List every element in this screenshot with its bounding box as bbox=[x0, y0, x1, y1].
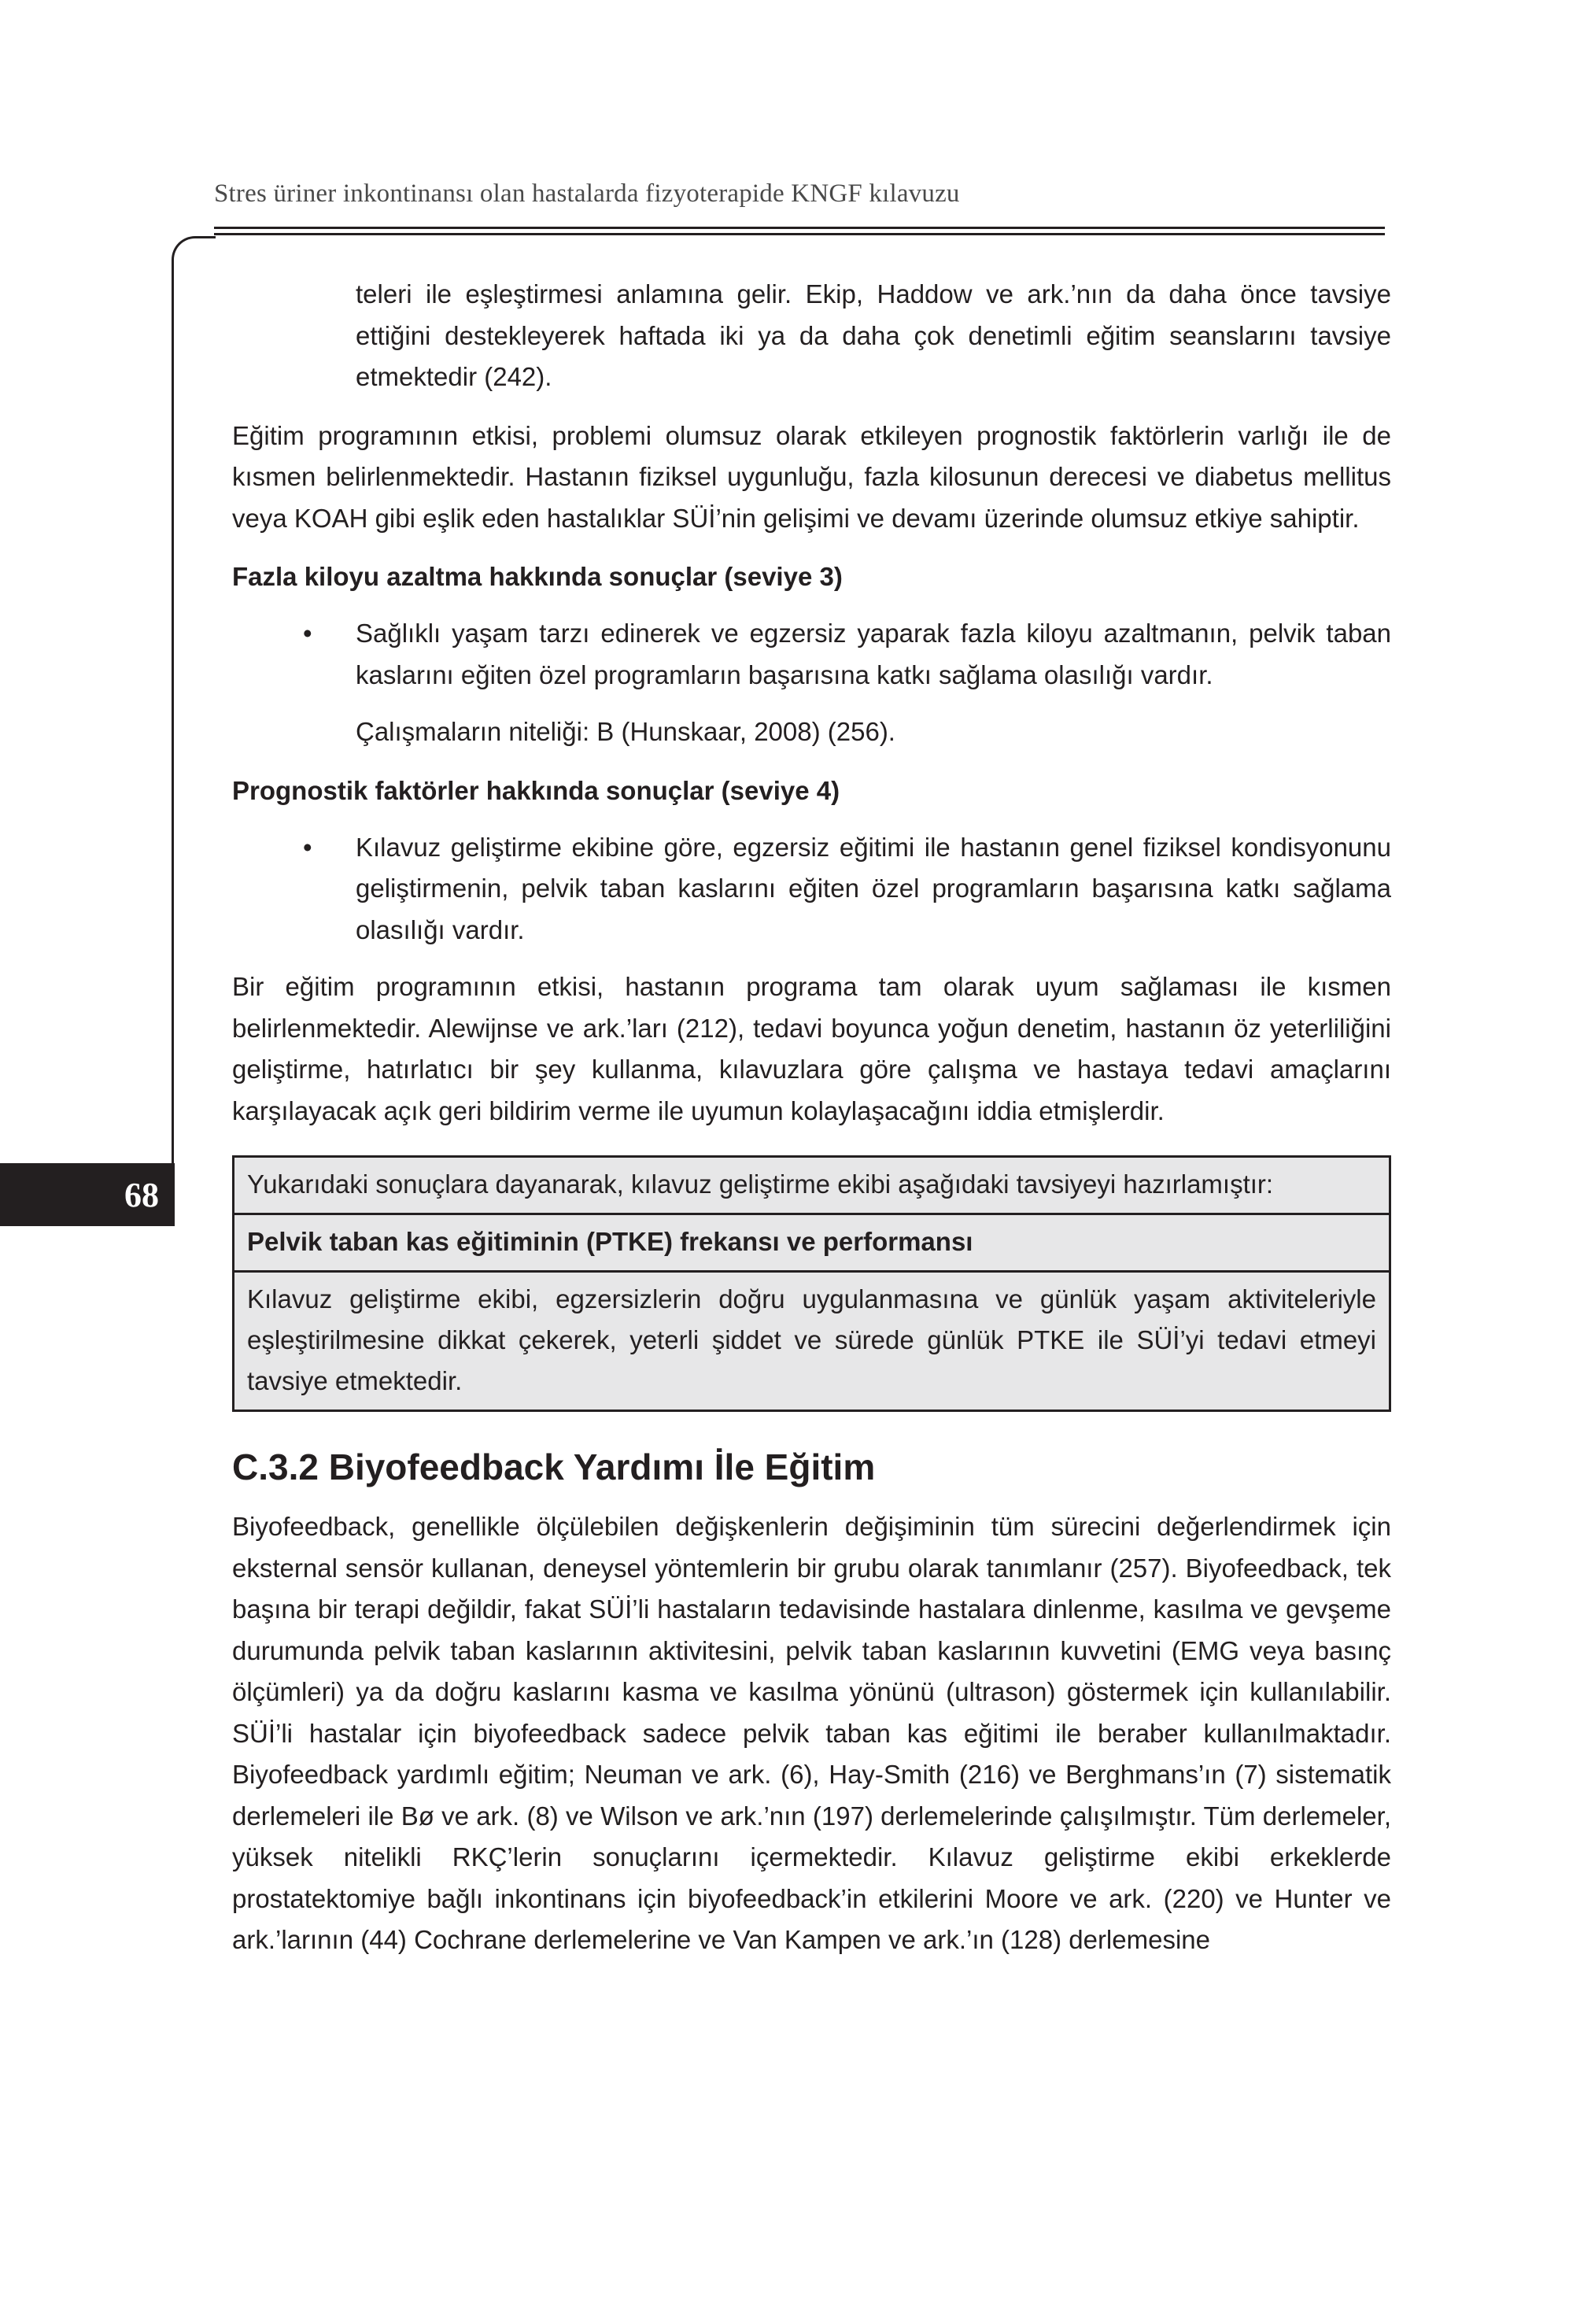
header-rule bbox=[214, 227, 1385, 235]
recommendation-body: Kılavuz geliştirme ekibi, egzersizlerin doğru uygulanmasına ve günlük yaşam aktiviteleriyle eşleştirilmesine dikkat çekerek, yeterli şiddet ve sürede günlük PTKE ile SÜİ’yi tedavi etmeyi tavsiye etmektedir. bbox=[234, 1270, 1389, 1410]
paragraph-prognostic: Eğitim programının etkisi, problemi olumsuz olarak etkileyen prognostik faktörlerin varlığı ile de kısmen belirlenmektedir. Hastanın fiziksel uygunluğu, fazla kilosunun derecesi ve diabetus mellitus veya KOAH gibi eşlik eden hastalıklar SÜİ’nin gelişimi ve devamı üzerinde olumsuz etkiye sahiptir. bbox=[232, 420, 1391, 533]
bullet-icon: • bbox=[303, 832, 312, 862]
running-header: Stres üriner inkontinansı olan hastalarda fizyoterapide KNGF kılavuzu bbox=[214, 179, 960, 208]
frame-line bbox=[172, 266, 174, 1163]
recommendation-intro: Yukarıdaki sonuçlara dayanarak, kılavuz geliştirme ekibi aşağıdaki tavsiyeyi hazırlamıştır: bbox=[247, 1169, 1274, 1199]
frame-corner bbox=[172, 236, 216, 268]
bullet-icon: • bbox=[303, 619, 312, 648]
section-title: C.3.2 Biyofeedback Yardımı İle Eğitim bbox=[232, 1446, 876, 1487]
list-item bbox=[232, 613, 1391, 696]
paragraph-continued: teleri ile eşleştirmesi anlamına gelir. Ekip, Haddow ve ark.’nın da daha önce tavsiye ettiğini destekleyerek haftada iki ya da daha çok denetimli eğitim seanslarını tavsiye etmektedir (242). bbox=[356, 279, 1391, 391]
heading-weight-conclusions: Fazla kiloyu azaltma hakkında sonuçlar (seviye 3) bbox=[232, 562, 843, 591]
bullet-text: Kılavuz geliştirme ekibine göre, egzersiz eğitimi ile hastanın genel fiziksel kondisyonunu geliştirmenin, pelvik taban kaslarını eğiten özel programların başarısına katkı sağlama olasılığı vardır. bbox=[356, 832, 1391, 944]
recommendation-box bbox=[232, 1155, 1391, 1412]
section-body: Biyofeedback, genellikle ölçülebilen değişkenlerin değişiminin tüm sürecini değerlendirmek için eksternal sensör kullanan, deneysel yöntemlerin bir grubu olarak tanımlanır (257). Biyofeedback, tek başına bir terapi değildir, fakat SÜİ’li hastaların tedavisinde hastalara dinlenme, kasılma ve gevşeme durumunda pelvik taban kaslarının aktivitesini, pelvik taban kaslarının kuvvetini (EMG veya basınç ölçümleri) ya da doğru kaslarını kasma ve kasılma yönünü (ultrason) göstermek için kullanılabilir. SÜİ’li hastalar için biyofeedback sadece pelvik taban kas eğitimi ile beraber kullanılmaktadır. Biyofeedback yardımlı eğitim; Neuman ve ark. (6), Hay-Smith (216) ve Berghmans’ın (7) sistematik derlemeleri ile Bø ve ark. (8) ve Wilson ve ark.’nın (197) derlemelerinde çalışılmıştır. Tüm derlemeler, yüksek nitelikli RKÇ’lerin sonuçlarını içermektedir. Kılavuz geliştirme ekibi erkeklerde prostatektomiye bağlı inkontinans için biyofeedback’in etkilerini Moore ve ark. (220) ve Hunter ve ark.’larının (44) Cochrane derlemelerine ve Van Kampen ve ark.’ın (128) derlemesine bbox=[232, 1512, 1391, 1954]
bullet-text: Sağlıklı yaşam tarzı edinerek ve egzersiz yaparak fazla kiloyu azaltmanın, pelvik taban kaslarını eğiten özel programların başarısına katkı sağlama olasılığı vardır. bbox=[356, 619, 1391, 689]
recommendation-title: Pelvik taban kas eğitiminin (PTKE) frekansı ve performansı bbox=[234, 1213, 1389, 1270]
heading-prognostic-conclusions: Prognostik faktörler hakkında sonuçlar (seviye 4) bbox=[232, 775, 840, 805]
paragraph-compliance: Bir eğitim programının etkisi, hastanın programa tam olarak uyum sağlaması ile kısmen belirlenmektedir. Alewijnse ve ark.’ları (212), tedavi boyunca yoğun denetim, hastanın öz yeterliliğini geliştirme, hatırlatıcı bir şey kullanma, kılavuzlara göre çalışma ve hastaya tedavi amaçlarını karşılayacak açık geri bildirim verme ile uyumun kolaylaşacağını iddia etmişlerdir. bbox=[232, 972, 1391, 1125]
page-content bbox=[232, 274, 1391, 1979]
page-number: 68 bbox=[0, 1163, 175, 1226]
list-item bbox=[232, 827, 1391, 951]
study-quality: Çalışmaların niteliği: B (Hunskaar, 2008) (256). bbox=[356, 717, 895, 746]
